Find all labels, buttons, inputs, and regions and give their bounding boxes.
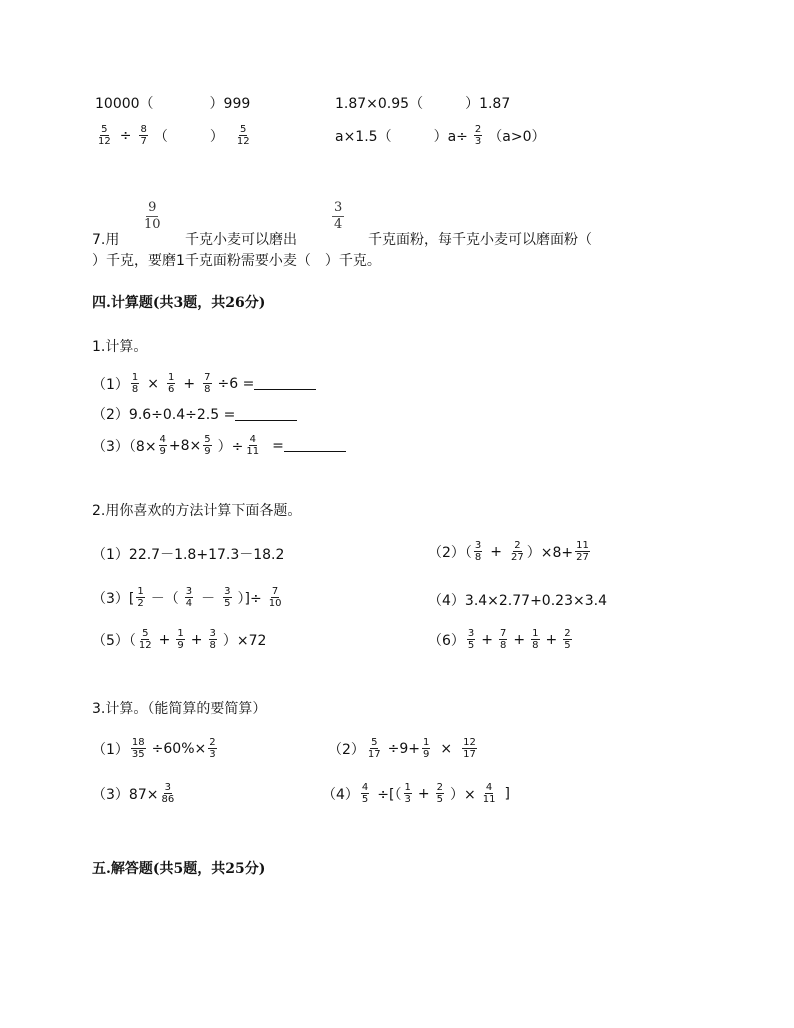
fraction: $\frac{5}{12}$ [236,124,250,147]
answer-blank[interactable] [235,408,297,421]
answer-blank[interactable] [254,377,316,390]
compare-row2-right: a×1.5（ ）a÷ $\frac{2}{3}$ （a>0） [335,124,546,147]
compare-row1-left: 10000（ ）999 [95,96,251,112]
fraction: $\frac{3}{5}$ [224,586,231,609]
fraction: $\frac{3}{5}$ [467,628,475,651]
fraction: $\frac{2}{5}$ [436,782,443,805]
fraction: $\frac{1}{6}$ [168,372,175,395]
problem-2-item-5: （5）（ $\frac{5}{12}$ + $\frac{1}{9}$ + $\frac{3}{8}$ ）×72 [92,628,267,651]
q7-text-post: 千克面粉，每千克小麦可以磨面粉（ [368,232,592,248]
problem-3-item-3: （3）87× $\frac{3}{86}$ [92,782,175,805]
fraction: $\frac{3}{4}$ [185,586,193,609]
fraction-3-4: $\frac{3}{4}$ [334,200,343,232]
fraction: $\frac{7}{8}$ [204,372,211,395]
fraction: $\frac{7}{8}$ [500,628,507,651]
fraction: $\frac{1}{9}$ [423,737,430,760]
fraction: $\frac{1}{8}$ [131,372,139,395]
fraction: $\frac{2}{27}$ [511,540,524,563]
compare-row2-left: $\frac{5}{12}$ ÷ $\frac{8}{7}$ （ ） $\frac{5}{12}$ [98,124,250,147]
fraction: $\frac{5}{12}$ [138,628,152,651]
fraction: $\frac{8}{7}$ [140,124,147,147]
problem-2-item-6: （6） $\frac{3}{5}$ + $\frac{7}{8}$ + $\frac{1}{8}$ + $\frac{2}{5}$ [428,628,571,651]
fraction: $\frac{5}{17}$ [367,737,381,760]
problem-3-item-2: （2） $\frac{5}{17}$ ÷9+ $\frac{1}{9}$ × $\frac{12}{17}$ [328,737,476,760]
problem-3-item-1: （1） $\frac{18}{35}$ ÷60%× $\frac{2}{3}$ [92,737,216,760]
problem-1-item-1: （1） $\frac{1}{8}$ × $\frac{1}{6}$ + $\frac{7}{8}$ ÷6 = [92,372,316,395]
fraction: $\frac{2}{3}$ [474,124,482,147]
fraction: $\frac{1}{9}$ [177,628,184,651]
problem-1-item-3: （3）（8× $\frac{4}{9}$ +8× $\frac{5}{9}$ ）÷ $\frac{4}{11}$ = [92,434,346,457]
fraction: $\frac{18}{35}$ [131,737,145,760]
problem-2-item-4: （4）3.4×2.77+0.23×3.4 [428,593,607,609]
problem-2-title: 2.用你喜欢的方法计算下面各题。 [92,503,302,519]
problem-1-title: 1.计算。 [92,339,148,355]
q7-text-mid: 千克小麦可以磨出 [185,232,297,248]
fraction: $\frac{2}{5}$ [564,628,571,651]
fraction: $\frac{12}{17}$ [463,737,476,760]
problem-2-item-2: （2）（ $\frac{3}{8}$ + $\frac{2}{27}$ ）×8+ $\frac{11}{27}$ [428,540,589,563]
section-5-title: 五.解答题(共5题，共25分) [92,861,266,877]
fraction: $\frac{4}{11}$ [482,782,496,805]
problem-1-item-2: （2）9.6÷0.4÷2.5 = [92,404,297,424]
fraction: $\frac{5}{12}$ [98,124,111,147]
q7-text-line2: ）千克，要磨1千克面粉需要小麦（ ）千克。 [92,253,381,269]
problem-3-title: 3.计算。（能简算的要简算） [92,701,267,717]
fraction: $\frac{3}{86}$ [161,782,175,805]
fraction: $\frac{3}{8}$ [474,540,482,563]
fraction: $\frac{1}{3}$ [404,782,411,805]
q7-text-pre: 7.用 [92,232,120,248]
compare-row1-right: 1.87×0.95（ ）1.87 [335,96,511,112]
fraction: $\frac{1}{2}$ [137,586,144,609]
section-4-title: 四.计算题(共3题，共26分) [92,295,266,311]
fraction: $\frac{3}{8}$ [209,628,216,651]
fraction: $\frac{7}{10}$ [268,586,282,609]
fraction: $\frac{5}{9}$ [204,434,211,457]
fraction: $\frac{4}{9}$ [159,434,166,457]
answer-blank[interactable] [284,439,346,452]
fraction: $\frac{4}{11}$ [246,434,260,457]
problem-2-item-1: （1）22.7－1.8+17.3－18.2 [92,547,285,563]
fraction: $\frac{11}{27}$ [576,540,589,563]
fraction: $\frac{2}{3}$ [209,737,216,760]
problem-2-item-3: （3）[ $\frac{1}{2}$ －（ $\frac{3}{4}$ － $\frac{3}{5}$ ）]÷ $\frac{7}{10}$ [92,586,282,609]
fraction: $\frac{1}{8}$ [532,628,539,651]
problem-3-item-4: （4） $\frac{4}{5}$ ÷[（ $\frac{1}{3}$ + $\frac{2}{5}$ ）× $\frac{4}{11}$ ] [322,782,510,805]
fraction-9-10: $\frac{9}{10}$ [144,200,161,232]
fraction: $\frac{4}{5}$ [361,782,369,805]
